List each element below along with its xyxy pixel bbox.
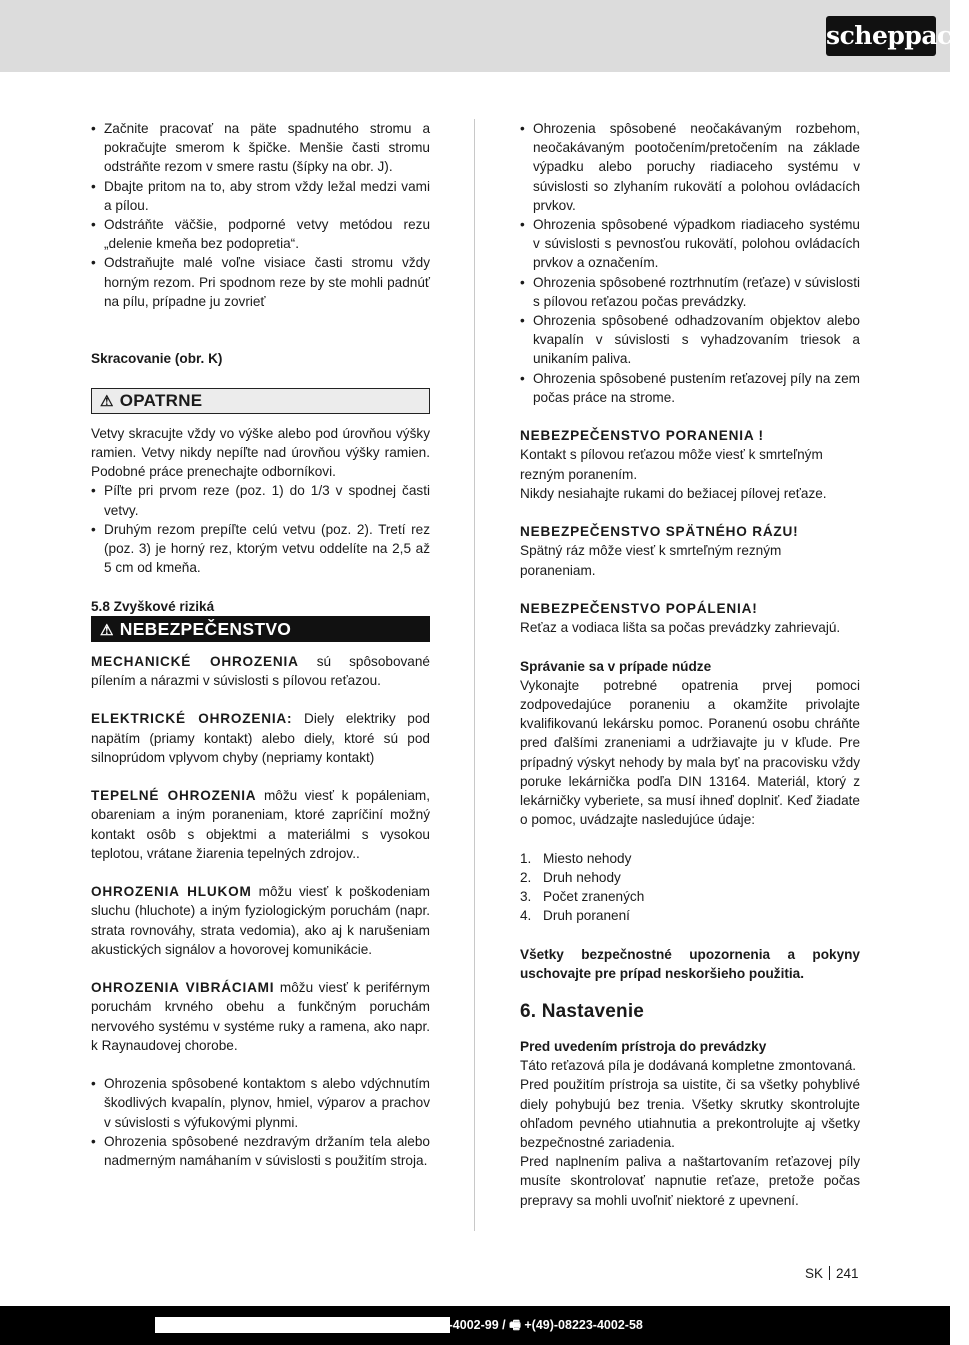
list-item: 4. Druh poranení: [520, 908, 630, 924]
list-item: 3. Počet zranených: [520, 889, 645, 905]
warning-triangle-icon: ⚠: [100, 392, 114, 410]
hazard-text: sú spôsobované pílením a nárazmi v súvislosti s pílovou reťazou.: [91, 653, 430, 689]
warning-triangle-icon: ⚠: [100, 621, 114, 639]
before-use-paragraph: Táto reťazová píla je dodávaná kompletne zmontovaná.: [520, 1058, 857, 1074]
list-item: • Začnite pracovať na päte spadnutého stromu a pokračujte smerom k špičke. Menšie časti stromu odstráňte rezom v smere rastu (šípky na obr. J).: [91, 119, 430, 177]
hazard-text: Diely elektriky pod napätím (priamy kontakt) alebo diely, ktoré sú pod silnoprúdom vplyvom chyby (nepriamy kontakt): [91, 711, 430, 765]
caution-box: [91, 388, 430, 414]
keep-instructions-notice: Všetky bezpečnostné upozornenia a pokyny uschovajte pre prípad neskoršieho použitia.: [520, 946, 860, 981]
hazard-vibration: [91, 978, 430, 1055]
list-item: • Ohrozenia spôsobené odhadzovaním objektov alebo kvapalín v súvislosti s vyhadzovaním triesok a unikaním paliva.: [520, 311, 860, 369]
list-item: • Odstraňujte malé voľne visiace časti stromu vždy horným rezom. Pri spodnom reze by ste mohli padnúť na pílu, prípadne ju zovrieť: [91, 253, 430, 311]
hazard-term: ELEKTRICKÉ OHROZENIA:: [91, 711, 293, 727]
hazard-text: môžu viesť k poškodeniam sluchu (hluchote) a iným fyziologickým poruchám (napr. strata rovnováhy, strata vedomia), ako aj k narušeniam akustických signálov a hovorovej komunikácie.: [91, 884, 430, 957]
page-number: [805, 1265, 859, 1283]
injury-heading: NEBEZPEČENSTVO PORANENIA !: [520, 428, 764, 444]
list-item: • Ohrozenia spôsobené kontaktom s alebo vdýchnutím škodlivých kvapalín, plynov, hmiel, výparov a prachov v súvislosti s výfukovými plynmi.: [91, 1074, 430, 1132]
hazard-thermal: [91, 786, 430, 863]
kickback-heading: NEBEZPEČENSTVO SPÄTNÉHO RÁZU!: [520, 524, 799, 540]
list-item: • Ohrozenia spôsobené pustením reťazovej píly na zem počas práce na strome.: [520, 369, 860, 407]
caution-bullets: [91, 481, 430, 577]
column-divider: [474, 119, 475, 1231]
burn-heading: NEBEZPEČENSTVO POPÁLENIA!: [520, 601, 758, 617]
list-item: • Ohrozenia spôsobené výpadkom riadiaceho systému v súvislosti s pevnosťou rukovätí, polohou ovládacích prvkov a označením.: [520, 215, 860, 273]
hazard-electrical: [91, 709, 430, 767]
list-item: • Dbajte pritom na to, aby strom vždy ležal medzi vami a pílou.: [91, 177, 430, 215]
scheppach-logo: scheppach: [826, 16, 936, 56]
language-code: SK: [805, 1266, 824, 1281]
injury-line: Kontakt s pílovou reťazou môže viesť k smrteľným rezným poranením.: [520, 447, 823, 482]
left-column: [91, 119, 430, 1170]
list-item: • Ohrozenia spôsobené neočakávaným rozbehom, neočakávaným pootočením/pretočením na základe výpadku alebo poruchy riadiaceho systému v súvislosti so zlyhaním rukovätí a polohou ovládacích prvkov.: [520, 119, 860, 215]
danger-box: [91, 616, 430, 642]
caution-label: OPATRNE: [119, 390, 203, 410]
list-item: • Druhým rezom prepíľte celú vetvu (poz. 2). Tretí rez (poz. 3) je horný rez, ktorým vetvu oddelíte na 2,5 až 5 cm od kmeňa.: [91, 520, 430, 578]
list-item: 2. Druh nehody: [520, 869, 621, 885]
hazard-bullets: [91, 1074, 430, 1170]
hazard-mechanical: [91, 652, 430, 690]
residual-risks-heading: 5.8 Zvyškové riziká: [91, 598, 215, 614]
footer-contact: ach.com / ☎ +(49)-08223-4002-99 / 🖷 +(49)-08223-4002-58: [300, 1318, 643, 1332]
page-number-separator: [829, 1266, 830, 1280]
hazard-term: OHROZENIA HLUKOM: [91, 884, 252, 900]
hazard-text: môžu viesť k periférnym poruchám krvného obehu a funkčným poruchám nervového systému v systéme ruky a ramena, ako napr. k Raynaudovej chorobe.: [91, 980, 430, 1053]
injury-line: Nikdy nesiahajte rukami do bežiacej pílovej reťaze.: [520, 485, 827, 501]
right-column: [520, 119, 860, 1210]
skracovanie-heading: Skracovanie (obr. K): [91, 351, 223, 367]
list-item: • Píľte pri prvom reze (poz. 1) do 1/3 v spodnej časti vetvy.: [91, 481, 430, 519]
page-number-value: 241: [836, 1266, 859, 1281]
hazard-bullets-continued: [520, 119, 860, 407]
emergency-text: Vykonajte potrebné opatrenia prvej pomoci zodpovedajúce poraneniu a okamžite privolajte kvalifikovanú lekársku pomoc. Poranenú osobu chráňte pred ďalšími zraneniami a udržiavajte ju v kľude. Pre prípadný výskyt nehody by mala byť na pracovisku vždy poruke lekárnička podľa DIN 13164. Materiál, ktorý z lekárničky vyberiete, sa musí ihneď doplniť. Keď žiadate o pomoc, uvádzajte nasledujúce údaje:: [520, 677, 860, 828]
before-use-paragraph: Pred naplnením paliva a naštartovaním reťazovej píly musíte skontrolovať napnutie reťaze, pretože počas prepravy sa mohli uvoľniť niektoré z upevnení.: [520, 1154, 860, 1208]
list-item: 1. Miesto nehody: [520, 850, 632, 866]
hazard-term: TEPELNÉ OHROZENIA: [91, 788, 257, 804]
before-use-heading: Pred uvedením prístroja do prevádzky: [520, 1039, 767, 1055]
section-heading: 6. Nastavenie: [520, 1001, 645, 1023]
hazard-text: môžu viesť k popáleniam, obareniam a iným poraneniam, ktoré zapríčiní možný kontakt osôb s objektmi a materiálmi s vysokou teplotou, vrátane žiarenia tepelných zdrojov..: [91, 788, 430, 861]
list-item: • Ohrozenia spôsobené roztrhnutím (reťaze) v súvislosti s pílovou reťazou počas prevádzky.: [520, 273, 860, 311]
hazard-term: OHROZENIA VIBRÁCIAMI: [91, 980, 275, 996]
caution-text: Vetvy skracujte vždy vo výške alebo pod úrovňou výšky ramien. Vetvy nikdy nepíľte nad úrovňou výšky ramien. Podobné práce prenechajte odborníkovi.: [91, 425, 430, 480]
hazard-term: MECHANICKÉ OHROZENIA: [91, 653, 299, 669]
emergency-list: [520, 849, 860, 926]
kickback-text: Spätný ráz môže viesť k smrteľným rezným poraneniam.: [520, 543, 782, 578]
felling-bullets: [91, 119, 430, 311]
header-band: [0, 0, 950, 72]
list-item: • Ohrozenia spôsobené nezdravým držaním tela alebo nadmerným namáhaním v súvislosti s použitím stroja.: [91, 1132, 430, 1170]
danger-label: NEBEZPEČENSTVO: [119, 618, 292, 639]
emergency-heading: Správanie sa v prípade núdze: [520, 658, 712, 674]
burn-text: Reťaz a vodiaca lišta sa počas prevádzky zahrievajú.: [520, 620, 841, 636]
hazard-noise: [91, 882, 430, 959]
list-item: • Odstráňte väčšie, podporné vetvy metódou rezu „delenie kmeňa bez podopretia“.: [91, 215, 430, 253]
before-use-paragraph: Pred použitím prístroja sa uistite, či sa všetky pohyblivé diely pohybujú bez trenia. Všetky skrutky skontrolujte ohľadom pevného utiahnutia a prekontrolujte aj všetky bezpečnostné zariadenia.: [520, 1077, 860, 1151]
